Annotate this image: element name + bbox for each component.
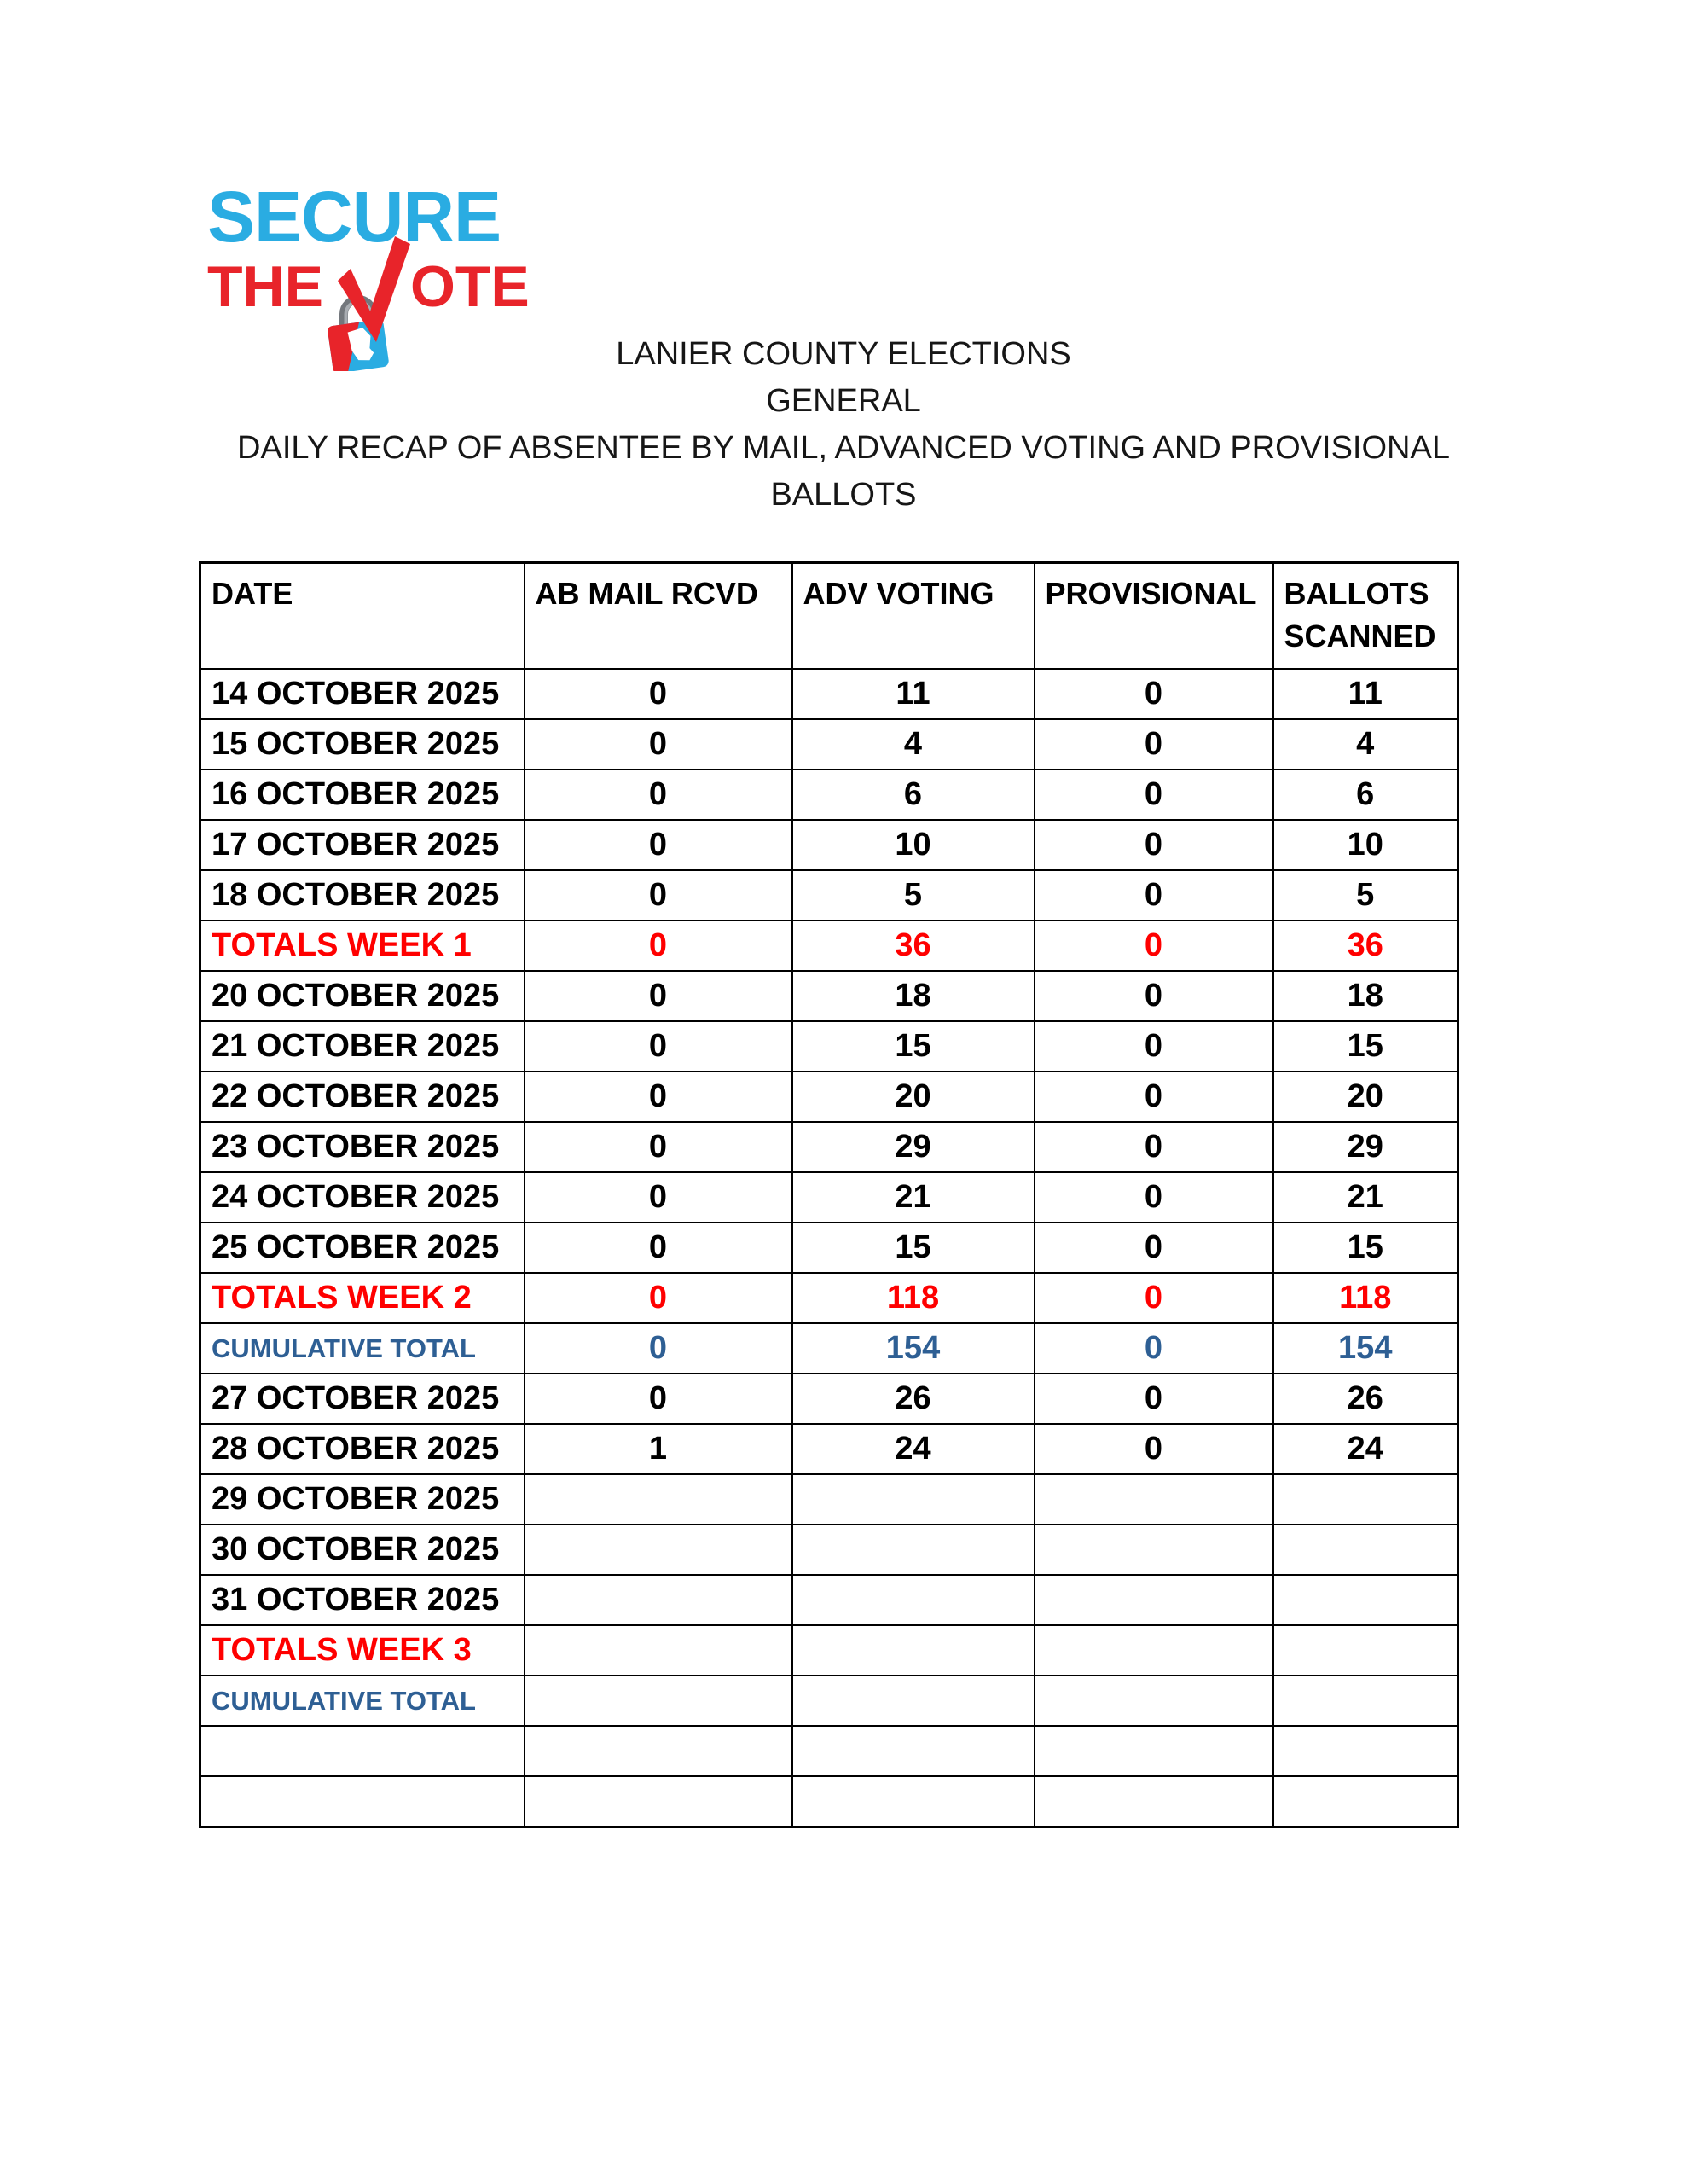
- value-cell: 0: [525, 870, 792, 921]
- value-cell: [1035, 1676, 1273, 1726]
- value-cell: 0: [525, 1374, 792, 1424]
- value-cell: 0: [1035, 1223, 1273, 1273]
- table-row-25-october-2025: [200, 1223, 1458, 1273]
- table-row-cumulative-total: [200, 1676, 1458, 1726]
- row-label-cell: 15 OCTOBER 2025: [200, 719, 525, 770]
- row-label-cell: 27 OCTOBER 2025: [200, 1374, 525, 1424]
- value-cell: 36: [792, 921, 1035, 971]
- value-cell: 0: [1035, 1323, 1273, 1374]
- value-cell: 20: [1273, 1072, 1458, 1122]
- value-cell: 0: [1035, 669, 1273, 719]
- value-cell: 0: [1035, 921, 1273, 971]
- value-cell: 15: [1273, 1223, 1458, 1273]
- ote-wordmark: OTE: [410, 254, 530, 319]
- value-cell: 0: [525, 820, 792, 870]
- row-label-cell: 30 OCTOBER 2025: [200, 1525, 525, 1575]
- the-wordmark: THE: [207, 254, 323, 319]
- value-cell: 1: [525, 1424, 792, 1474]
- value-cell: [525, 1575, 792, 1625]
- document-titles: [0, 331, 1687, 519]
- value-cell: 0: [1035, 820, 1273, 870]
- column-header-date: DATE: [200, 563, 525, 670]
- recap-table-body: [200, 669, 1458, 1827]
- value-cell: 4: [792, 719, 1035, 770]
- value-cell: 118: [1273, 1273, 1458, 1323]
- value-cell: [1273, 1625, 1458, 1676]
- value-cell: [792, 1525, 1035, 1575]
- value-cell: 15: [792, 1223, 1035, 1273]
- value-cell: [1273, 1474, 1458, 1525]
- value-cell: 29: [792, 1122, 1035, 1172]
- column-header-ballots-scanned: BALLOTS SCANNED: [1273, 563, 1458, 670]
- row-label-cell: 20 OCTOBER 2025: [200, 971, 525, 1021]
- row-label-cell: 23 OCTOBER 2025: [200, 1122, 525, 1172]
- value-cell: [1273, 1575, 1458, 1625]
- value-cell: 10: [1273, 820, 1458, 870]
- row-label-cell: 18 OCTOBER 2025: [200, 870, 525, 921]
- value-cell: 0: [1035, 770, 1273, 820]
- table-row-17-october-2025: [200, 820, 1458, 870]
- table-row-16-october-2025: [200, 770, 1458, 820]
- value-cell: 0: [525, 1072, 792, 1122]
- value-cell: 0: [525, 1172, 792, 1223]
- value-cell: 0: [525, 1223, 792, 1273]
- value-cell: 0: [525, 1021, 792, 1072]
- value-cell: 21: [792, 1172, 1035, 1223]
- value-cell: 0: [525, 921, 792, 971]
- value-cell: 0: [1035, 870, 1273, 921]
- row-label-cell: 29 OCTOBER 2025: [200, 1474, 525, 1525]
- table-row-22-october-2025: [200, 1072, 1458, 1122]
- value-cell: 36: [1273, 921, 1458, 971]
- table-row-blank: [200, 1726, 1458, 1776]
- value-cell: 0: [525, 770, 792, 820]
- table-row-18-october-2025: [200, 870, 1458, 921]
- value-cell: [1035, 1525, 1273, 1575]
- value-cell: 0: [1035, 1374, 1273, 1424]
- value-cell: 5: [792, 870, 1035, 921]
- value-cell: 0: [525, 971, 792, 1021]
- row-label-cell: 24 OCTOBER 2025: [200, 1172, 525, 1223]
- row-label-cell: TOTALS WEEK 3: [200, 1625, 525, 1676]
- row-label-cell: [200, 1776, 525, 1827]
- column-header-adv-voting: ADV VOTING: [792, 563, 1035, 670]
- table-row-20-october-2025: [200, 971, 1458, 1021]
- value-cell: 4: [1273, 719, 1458, 770]
- value-cell: 0: [525, 1273, 792, 1323]
- table-row-23-october-2025: [200, 1122, 1458, 1172]
- value-cell: [525, 1726, 792, 1776]
- row-label-cell: 21 OCTOBER 2025: [200, 1021, 525, 1072]
- header-row: [200, 563, 1458, 670]
- value-cell: 6: [1273, 770, 1458, 820]
- table-row-15-october-2025: [200, 719, 1458, 770]
- value-cell: [525, 1625, 792, 1676]
- value-cell: 5: [1273, 870, 1458, 921]
- row-label-cell: TOTALS WEEK 2: [200, 1273, 525, 1323]
- value-cell: 154: [792, 1323, 1035, 1374]
- table-row-totals-week-3: [200, 1625, 1458, 1676]
- table-row-29-october-2025: [200, 1474, 1458, 1525]
- row-label-cell: 28 OCTOBER 2025: [200, 1424, 525, 1474]
- table-row-21-october-2025: [200, 1021, 1458, 1072]
- table-row-27-october-2025: [200, 1374, 1458, 1424]
- column-header-ab-mail-rcvd: AB MAIL RCVD: [525, 563, 792, 670]
- value-cell: [1273, 1525, 1458, 1575]
- value-cell: [792, 1575, 1035, 1625]
- value-cell: [1035, 1726, 1273, 1776]
- value-cell: 26: [792, 1374, 1035, 1424]
- value-cell: [1273, 1726, 1458, 1776]
- value-cell: 0: [1035, 971, 1273, 1021]
- recap-table-header: [200, 563, 1458, 670]
- row-label-cell: 14 OCTOBER 2025: [200, 669, 525, 719]
- value-cell: [525, 1525, 792, 1575]
- value-cell: 11: [792, 669, 1035, 719]
- value-cell: 26: [1273, 1374, 1458, 1424]
- table-row-28-october-2025: [200, 1424, 1458, 1474]
- value-cell: 15: [1273, 1021, 1458, 1072]
- value-cell: [792, 1625, 1035, 1676]
- value-cell: 24: [1273, 1424, 1458, 1474]
- title-recap-description-2: BALLOTS: [770, 477, 917, 513]
- value-cell: [525, 1776, 792, 1827]
- recap-table: [199, 561, 1459, 1828]
- row-label-cell: 17 OCTOBER 2025: [200, 820, 525, 870]
- value-cell: 0: [1035, 1424, 1273, 1474]
- table-row-cumulative-total: [200, 1323, 1458, 1374]
- column-header-provisional: PROVISIONAL: [1035, 563, 1273, 670]
- value-cell: 0: [525, 1323, 792, 1374]
- value-cell: 29: [1273, 1122, 1458, 1172]
- value-cell: 18: [792, 971, 1035, 1021]
- value-cell: [1035, 1625, 1273, 1676]
- secure-wordmark: SECURE: [207, 177, 501, 257]
- value-cell: 0: [1035, 719, 1273, 770]
- row-label-cell: TOTALS WEEK 1: [200, 921, 525, 971]
- value-cell: [792, 1474, 1035, 1525]
- value-cell: 0: [1035, 1273, 1273, 1323]
- value-cell: 0: [525, 669, 792, 719]
- value-cell: 0: [1035, 1072, 1273, 1122]
- value-cell: [1273, 1776, 1458, 1827]
- row-label-cell: [200, 1726, 525, 1776]
- value-cell: [792, 1776, 1035, 1827]
- row-label-cell: 16 OCTOBER 2025: [200, 770, 525, 820]
- value-cell: 0: [1035, 1172, 1273, 1223]
- title-election-type: GENERAL: [766, 383, 921, 419]
- value-cell: 20: [792, 1072, 1035, 1122]
- checkmark-icon: [338, 235, 411, 342]
- value-cell: 11: [1273, 669, 1458, 719]
- value-cell: [792, 1676, 1035, 1726]
- value-cell: [792, 1726, 1035, 1776]
- table-row-14-october-2025: [200, 669, 1458, 719]
- table-row-totals-week-2: [200, 1273, 1458, 1323]
- value-cell: 18: [1273, 971, 1458, 1021]
- title-recap-description: DAILY RECAP OF ABSENTEE BY MAIL, ADVANCED VOTING AND PROVISIONAL: [237, 430, 1450, 466]
- value-cell: 154: [1273, 1323, 1458, 1374]
- row-label-cell: CUMULATIVE TOTAL: [200, 1676, 525, 1726]
- value-cell: 0: [525, 719, 792, 770]
- title-county: LANIER COUNTY ELECTIONS: [616, 336, 1071, 372]
- value-cell: 118: [792, 1273, 1035, 1323]
- row-label-cell: 31 OCTOBER 2025: [200, 1575, 525, 1625]
- table-row-blank: [200, 1776, 1458, 1827]
- value-cell: 0: [1035, 1021, 1273, 1072]
- row-label-cell: CUMULATIVE TOTAL: [200, 1323, 525, 1374]
- row-label-cell: 22 OCTOBER 2025: [200, 1072, 525, 1122]
- table-row-totals-week-1: [200, 921, 1458, 971]
- table-row-24-october-2025: [200, 1172, 1458, 1223]
- table-row-30-october-2025: [200, 1525, 1458, 1575]
- value-cell: [1035, 1776, 1273, 1827]
- value-cell: [1035, 1474, 1273, 1525]
- value-cell: [1273, 1676, 1458, 1726]
- value-cell: 24: [792, 1424, 1035, 1474]
- value-cell: 0: [1035, 1122, 1273, 1172]
- value-cell: 10: [792, 820, 1035, 870]
- row-label-cell: 25 OCTOBER 2025: [200, 1223, 525, 1273]
- value-cell: [1035, 1575, 1273, 1625]
- value-cell: 21: [1273, 1172, 1458, 1223]
- value-cell: [525, 1676, 792, 1726]
- value-cell: 0: [525, 1122, 792, 1172]
- value-cell: 6: [792, 770, 1035, 820]
- value-cell: [525, 1474, 792, 1525]
- table-row-31-october-2025: [200, 1575, 1458, 1625]
- value-cell: 15: [792, 1021, 1035, 1072]
